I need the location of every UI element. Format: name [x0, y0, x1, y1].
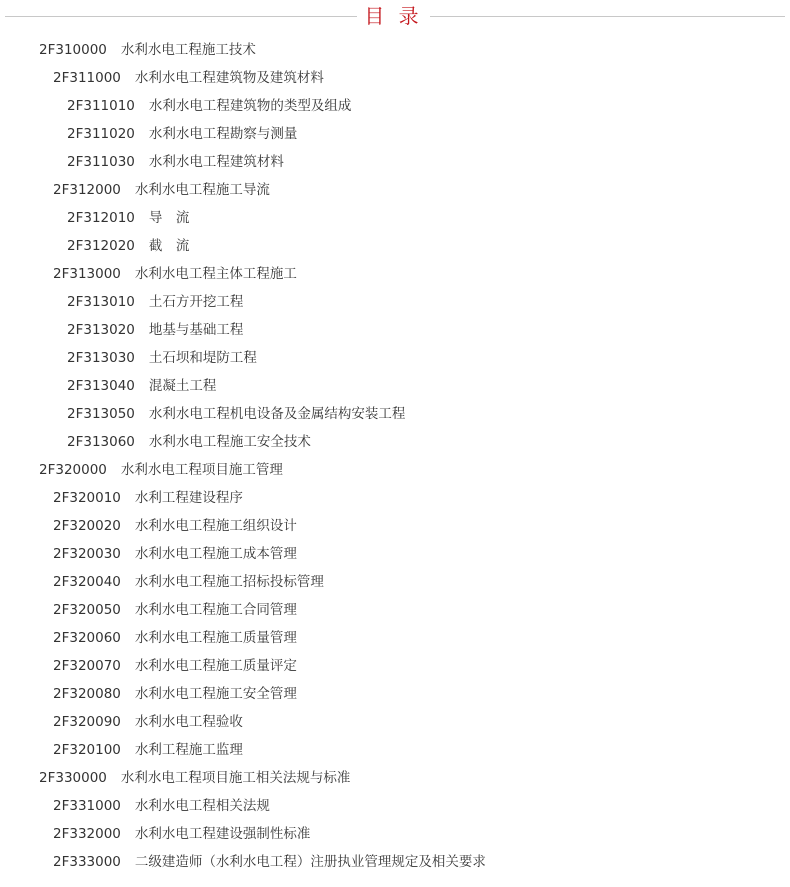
toc-entry-label: 水利水电工程施工安全管理	[134, 686, 297, 702]
toc-entry[interactable]	[0, 792, 790, 820]
toc-entry-code: 2F313010	[67, 294, 135, 310]
toc-entry-label: 水利水电工程施工技术	[120, 42, 256, 58]
page-title: 目 录	[364, 4, 423, 28]
toc-entry-code: 2F313050	[67, 406, 135, 422]
toc-entry-code: 2F311000	[53, 70, 121, 86]
toc-entry-label: 土石坝和堤防工程	[148, 350, 257, 366]
toc-entry-code: 2F310000	[39, 42, 107, 58]
toc-entry-code: 2F320040	[53, 574, 121, 590]
toc-entry-code: 2F312000	[53, 182, 121, 198]
toc-entry[interactable]	[0, 260, 790, 288]
toc-entry[interactable]	[0, 204, 790, 232]
toc-entry-code: 2F313000	[53, 266, 121, 282]
toc-entry[interactable]	[0, 148, 790, 176]
toc-entry-label: 水利水电工程勘察与测量	[148, 126, 298, 142]
toc-entry-code: 2F312020	[67, 238, 135, 254]
toc-entry-label: 水利水电工程建筑物的类型及组成	[148, 98, 352, 114]
toc-entry[interactable]	[0, 316, 790, 344]
toc-entry-label: 水利水电工程项目施工管理	[120, 462, 283, 478]
toc-entry[interactable]	[0, 848, 790, 876]
toc-list	[0, 36, 790, 876]
toc-entry[interactable]	[0, 344, 790, 372]
toc-entry[interactable]	[0, 708, 790, 736]
toc-entry-label: 水利水电工程施工成本管理	[134, 546, 297, 562]
toc-entry-code: 2F332000	[53, 826, 121, 842]
toc-entry[interactable]	[0, 624, 790, 652]
toc-entry-code: 2F331000	[53, 798, 121, 814]
toc-entry-code: 2F320080	[53, 686, 121, 702]
toc-entry[interactable]	[0, 120, 790, 148]
toc-entry[interactable]	[0, 232, 790, 260]
toc-entry-code: 2F313020	[67, 322, 135, 338]
toc-entry-label: 水利水电工程相关法规	[134, 798, 270, 814]
toc-entry-code: 2F311020	[67, 126, 135, 142]
toc-entry-label: 土石方开挖工程	[148, 294, 244, 310]
toc-entry-code: 2F320100	[53, 742, 121, 758]
header-rule-right	[430, 16, 785, 17]
toc-entry-code: 2F313060	[67, 434, 135, 450]
toc-entry[interactable]	[0, 372, 790, 400]
toc-entry[interactable]	[0, 568, 790, 596]
toc-entry[interactable]	[0, 400, 790, 428]
toc-entry-code: 2F320030	[53, 546, 121, 562]
toc-entry[interactable]	[0, 764, 790, 792]
toc-entry-label: 水利水电工程主体工程施工	[134, 266, 297, 282]
toc-entry-code: 2F311030	[67, 154, 135, 170]
toc-entry-label: 地基与基础工程	[148, 322, 244, 338]
toc-entry-label: 水利水电工程建设强制性标准	[134, 826, 311, 842]
toc-entry-label: 水利水电工程施工招标投标管理	[134, 574, 324, 590]
toc-entry-label: 水利水电工程建筑物及建筑材料	[134, 70, 324, 86]
toc-entry[interactable]	[0, 36, 790, 64]
toc-entry-label: 二级建造师（水利水电工程）注册执业管理规定及相关要求	[134, 854, 486, 870]
toc-entry-label: 水利水电工程建筑材料	[148, 154, 284, 170]
toc-entry-label: 水利水电工程项目施工相关法规与标准	[120, 770, 351, 786]
toc-entry-label: 水利水电工程施工安全技术	[148, 434, 311, 450]
toc-entry-code: 2F320050	[53, 602, 121, 618]
toc-entry-code: 2F320060	[53, 630, 121, 646]
toc-entry[interactable]	[0, 680, 790, 708]
toc-entry[interactable]	[0, 176, 790, 204]
toc-entry[interactable]	[0, 736, 790, 764]
toc-entry[interactable]	[0, 512, 790, 540]
toc-entry[interactable]	[0, 484, 790, 512]
toc-entry-code: 2F320020	[53, 518, 121, 534]
toc-entry[interactable]	[0, 820, 790, 848]
toc-entry[interactable]	[0, 652, 790, 680]
toc-entry[interactable]	[0, 596, 790, 624]
toc-entry-code: 2F320070	[53, 658, 121, 674]
toc-entry-code: 2F320090	[53, 714, 121, 730]
toc-entry-label: 截 流	[148, 238, 190, 254]
toc-entry-label: 水利水电工程施工导流	[134, 182, 270, 198]
toc-entry-label: 水利水电工程施工质量评定	[134, 658, 297, 674]
header-rule-left	[5, 16, 357, 17]
toc-entry-label: 水利工程建设程序	[134, 490, 243, 506]
toc-entry[interactable]	[0, 540, 790, 568]
toc-entry-label: 水利水电工程施工组织设计	[134, 518, 297, 534]
toc-entry-code: 2F333000	[53, 854, 121, 870]
toc-entry-code: 2F312010	[67, 210, 135, 226]
toc-entry-label: 水利工程施工监理	[134, 742, 243, 758]
toc-entry-label: 混凝土工程	[148, 378, 217, 394]
toc-entry-label: 水利水电工程验收	[134, 714, 243, 730]
toc-entry-code: 2F311010	[67, 98, 135, 114]
toc-entry-label: 水利水电工程施工合同管理	[134, 602, 297, 618]
toc-entry-label: 水利水电工程机电设备及金属结构安装工程	[148, 406, 406, 422]
toc-entry[interactable]	[0, 456, 790, 484]
toc-entry-code: 2F320000	[39, 462, 107, 478]
toc-entry-code: 2F330000	[39, 770, 107, 786]
toc-entry-label: 水利水电工程施工质量管理	[134, 630, 297, 646]
toc-entry-code: 2F320010	[53, 490, 121, 506]
toc-header	[0, 0, 790, 34]
toc-entry-code: 2F313030	[67, 350, 135, 366]
toc-entry-label: 导 流	[148, 210, 190, 226]
toc-entry-code: 2F313040	[67, 378, 135, 394]
toc-entry[interactable]	[0, 92, 790, 120]
toc-entry[interactable]	[0, 288, 790, 316]
toc-entry[interactable]	[0, 428, 790, 456]
toc-entry[interactable]	[0, 64, 790, 92]
